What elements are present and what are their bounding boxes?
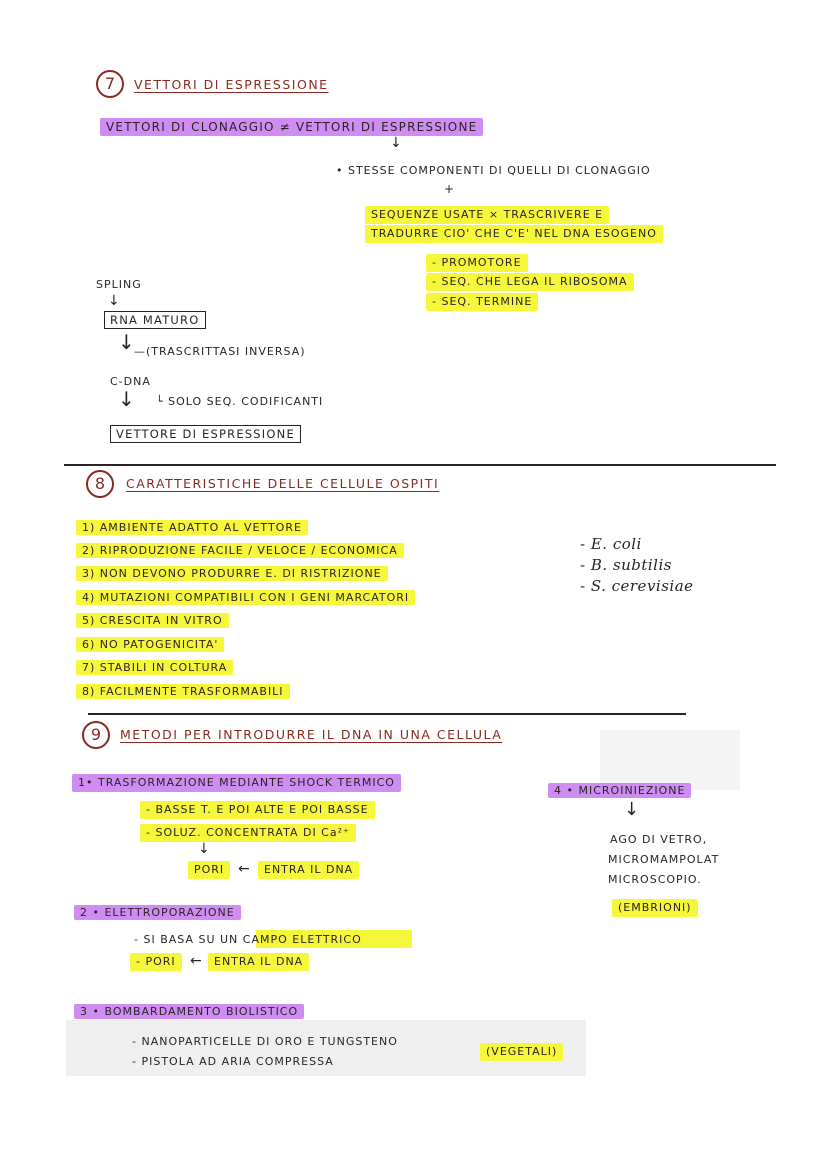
- down-arrow-icon: ↓: [108, 293, 120, 309]
- down-arrow-icon: ↓: [390, 135, 402, 151]
- terminator-item: - SEQ. TERMINE: [426, 293, 538, 311]
- host-feature-item: 7) STABILI IN COLTURA: [76, 660, 233, 676]
- host-feature-item: 3) NON DEVONO PRODURRE E. DI RISTRIZIONE: [76, 566, 388, 582]
- sequences-line-2: TRADURRE CIO' CHE C'E' NEL DNA ESOGENO: [365, 225, 663, 243]
- method-electroporation: 2 • ELETTROPORAZIONE: [74, 905, 241, 921]
- section-divider: [88, 713, 686, 715]
- biolistic-step-2: - PISTOLA AD ARIA COMPRESSA: [132, 1055, 334, 1068]
- host-feature-item: 8) FACILMENTE TRASFORMABILI: [76, 684, 290, 700]
- mature-rna-box: RNA MATURO: [104, 311, 206, 329]
- dna-enters-label: ENTRA IL DNA: [258, 861, 359, 879]
- cdna-label: C-DNA: [110, 375, 151, 388]
- reverse-transcriptase-label: —(TRASCRITTASI INVERSA): [134, 345, 306, 358]
- spling-label: SPLING: [96, 278, 142, 291]
- same-components-text: • STESSE COMPONENTI DI QUELLI DI CLONAGGIO: [336, 164, 651, 177]
- section-divider: [64, 464, 776, 466]
- host-feature-item: 1) AMBIENTE ADATTO AL VETTORE: [76, 520, 308, 536]
- host-ecoli: - E. coli: [580, 535, 642, 553]
- host-feature-item: 2) RIPRODUZIONE FACILE / VELOCE / ECONOMICA: [76, 543, 404, 559]
- method-heat-shock: 1• TRASFORMAZIONE MEDIANTE SHOCK TERMICO: [72, 774, 401, 792]
- section-title-7: VETTORI DI ESPRESSIONE: [134, 77, 329, 92]
- section-number-7: 7: [96, 70, 124, 98]
- pores-label: - PORI: [130, 953, 182, 971]
- sequences-line-1: SEQUENZE USATE × TRASCRIVERE E: [365, 206, 609, 224]
- host-bsubtilis: - B. subtilis: [580, 556, 672, 574]
- left-arrow-icon: ←: [190, 953, 202, 969]
- down-arrow-icon: ↓: [624, 799, 640, 820]
- heat-shock-step-2: - SOLUZ. CONCENTRATA DI Ca²⁺: [140, 824, 356, 842]
- expression-vector-box: VETTORE DI ESPRESSIONE: [110, 425, 301, 443]
- microinjection-detail-1: AGO DI VETRO,: [610, 833, 708, 846]
- section-number-9: 9: [82, 721, 110, 749]
- biolistic-step-1: - NANOPARTICELLE DI ORO E TUNGSTENO: [132, 1035, 398, 1048]
- dna-enters-label: ENTRA IL DNA: [208, 953, 309, 971]
- method-biolistic: 3 • BOMBARDAMENTO BIOLISTICO: [74, 1004, 304, 1020]
- down-arrow-icon: ↓: [198, 841, 210, 857]
- promoter-item: - PROMOTORE: [426, 254, 528, 272]
- host-feature-item: 4) MUTAZIONI COMPATIBILI CON I GENI MARCATORI: [76, 590, 415, 606]
- heat-shock-step-1: - BASSE T. E POI ALTE E POI BASSE: [140, 801, 375, 819]
- section-number-8: 8: [86, 470, 114, 498]
- down-arrow-icon: ↓: [118, 330, 135, 354]
- microinjection-detail-3: MICROSCOPIO.: [608, 873, 702, 886]
- host-scerevisiae: - S. cerevisiae: [580, 577, 694, 595]
- section-title-9: METODI PER INTRODURRE IL DNA IN UNA CELLULA: [120, 727, 503, 742]
- ribosome-binding-item: - SEQ. CHE LEGA IL RIBOSOMA: [426, 273, 634, 291]
- electroporation-step-1: - SI BASA SU UN CAMPO ELETTRICO: [134, 933, 362, 946]
- coding-only-label: └ SOLO SEQ. CODIFICANTI: [156, 395, 324, 408]
- method-microinjection: 4 • MICROINIEZIONE: [548, 783, 691, 799]
- comparison-heading: VETTORI DI CLONAGGIO ≠ VETTORI DI ESPRESSIONE: [100, 118, 483, 136]
- left-arrow-icon: ←: [238, 861, 250, 877]
- plants-label: (VEGETALI): [480, 1043, 563, 1061]
- host-feature-item: 5) CRESCITA IN VITRO: [76, 613, 229, 629]
- down-arrow-icon: ↓: [118, 387, 135, 411]
- embryos-label: (EMBRIONI): [612, 899, 698, 917]
- plus-sign: +: [444, 182, 456, 196]
- section-title-8: CARATTERISTICHE DELLE CELLULE OSPITI: [126, 476, 440, 491]
- microinjection-detail-2: MICROMAMPOLAT: [608, 853, 720, 866]
- host-feature-item: 6) NO PATOGENICITA': [76, 637, 224, 653]
- pores-label: PORI: [188, 861, 230, 879]
